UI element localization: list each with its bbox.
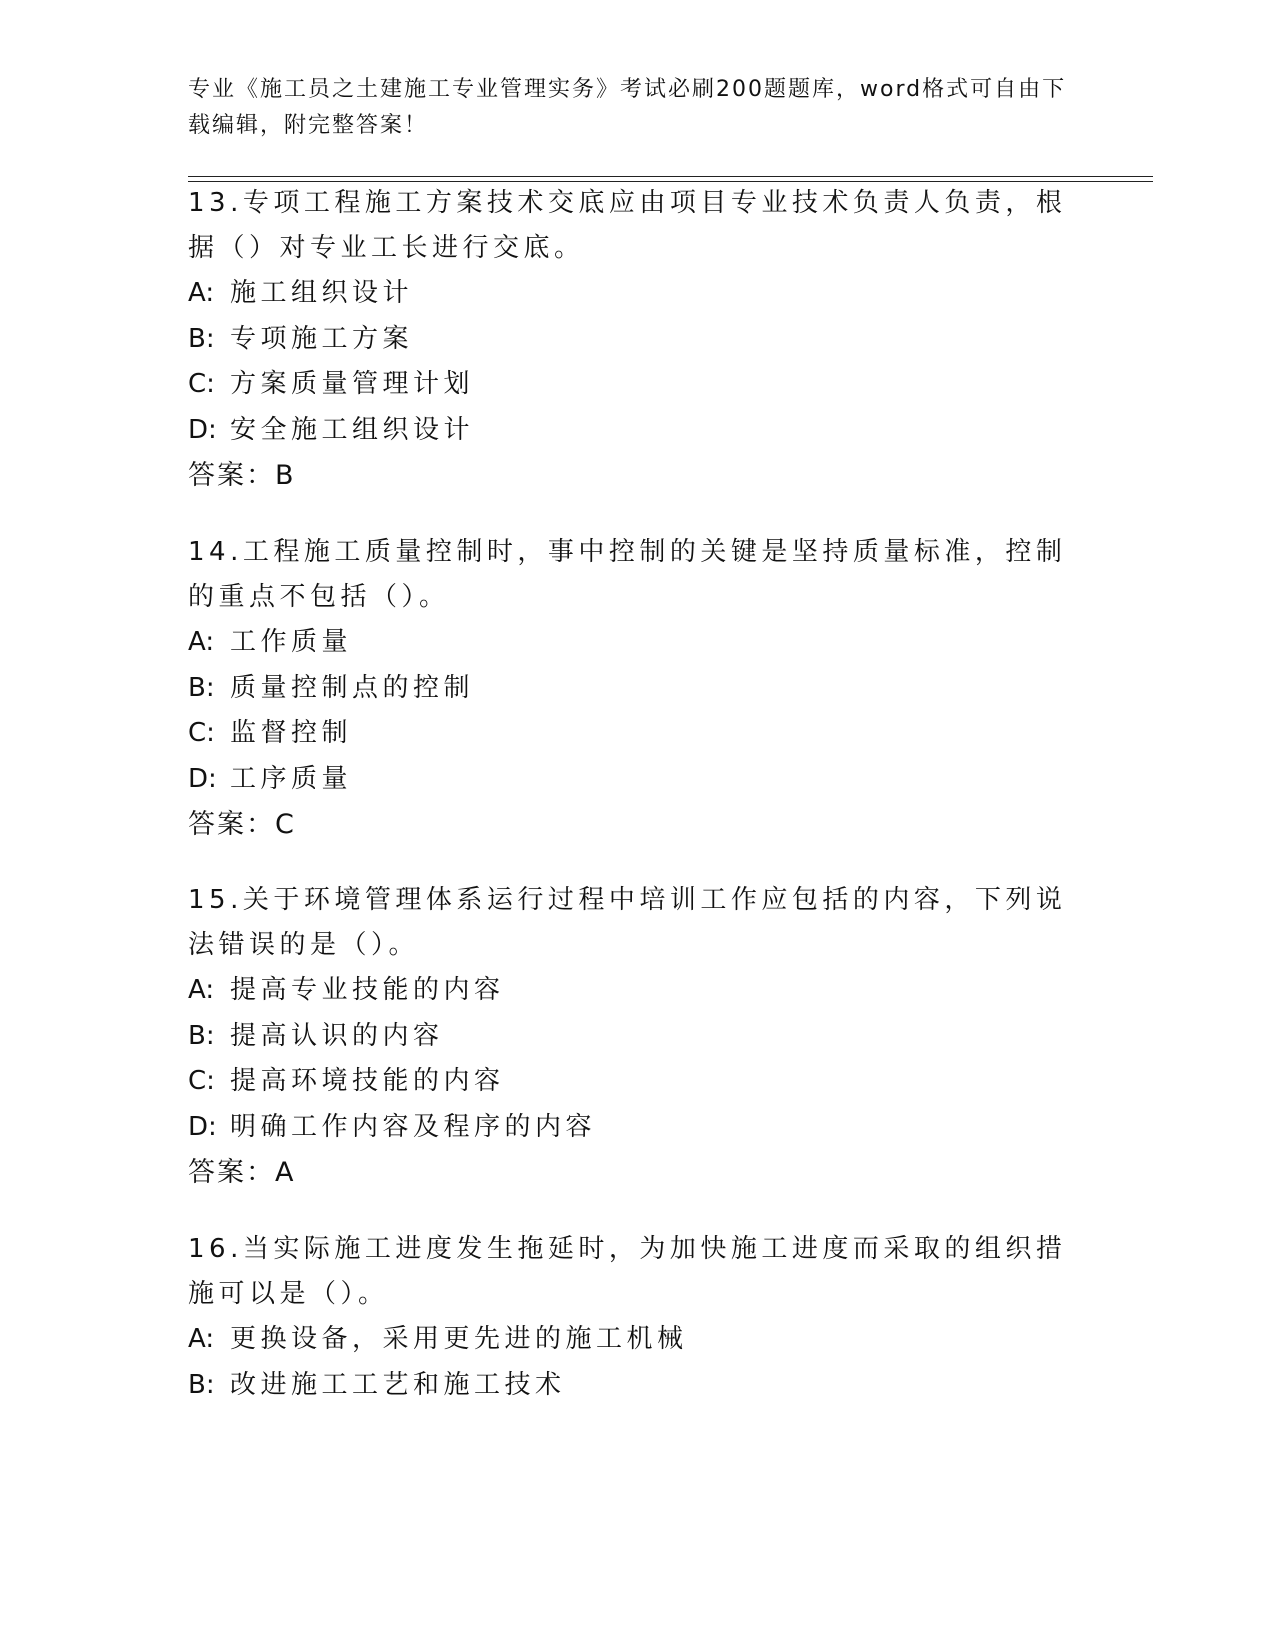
- option-letter: D:: [188, 1111, 217, 1142]
- option-a: [188, 1317, 1068, 1363]
- option-letter: B:: [188, 1020, 215, 1051]
- option-text: 提高环境技能的内容: [230, 1066, 505, 1096]
- answer-value: A: [275, 1157, 294, 1188]
- option-text: 专项施工方案: [230, 323, 414, 354]
- option-d: [188, 408, 1068, 454]
- question-stem: 14.工程施工质量控制时，事中控制的关键是坚持质量标准，控制的重点不包括（）。: [188, 537, 1067, 612]
- option-letter: A:: [188, 627, 215, 657]
- answer-value: C: [275, 809, 294, 840]
- option-letter: A:: [188, 1324, 215, 1354]
- option-text: 明确工作内容及程序的内容: [230, 1111, 597, 1142]
- option-a: [188, 968, 1068, 1014]
- answer-value: B: [275, 460, 294, 491]
- question-stem: 13.专项工程施工方案技术交底应由项目专业技术负责人负责，根据（）对专业工长进行交底。: [188, 188, 1067, 263]
- option-b: [188, 317, 1068, 363]
- question-13: [188, 181, 1068, 498]
- option-letter: C:: [188, 369, 215, 399]
- answer-label: 答案：: [188, 460, 275, 491]
- option-letter: B:: [188, 1369, 215, 1400]
- question-stem: 15.关于环境管理体系运行过程中培训工作应包括的内容，下列说法错误的是（）。: [188, 885, 1067, 960]
- option-b: [188, 666, 1068, 712]
- option-a: [188, 620, 1068, 666]
- answer-label: 答案：: [188, 809, 275, 840]
- option-d: [188, 757, 1068, 803]
- option-text: 提高专业技能的内容: [230, 975, 505, 1005]
- option-letter: B:: [188, 323, 215, 354]
- option-text: 改进施工工艺和施工技术: [230, 1369, 566, 1400]
- option-d: [188, 1105, 1068, 1151]
- option-letter: C:: [188, 1066, 215, 1096]
- option-text: 更换设备，采用更先进的施工机械: [230, 1324, 688, 1354]
- option-text: 施工组织设计: [230, 278, 414, 308]
- answer-line: [188, 802, 1068, 847]
- answer-label: 答案：: [188, 1157, 275, 1188]
- question-stem: 16.当实际施工进度发生拖延时，为加快施工进度而采取的组织措施可以是（）。: [188, 1234, 1067, 1309]
- document-header: 专业《施工员之土建施工专业管理实务》考试必刷200题题库，word格式可自由下载编辑，附完整答案！: [188, 77, 1067, 138]
- header-divider: [188, 176, 1153, 177]
- option-text: 监督控制: [230, 718, 353, 748]
- option-letter: D:: [188, 414, 217, 445]
- option-text: 安全施工组织设计: [230, 414, 475, 445]
- option-text: 工序质量: [230, 763, 353, 794]
- answer-line: [188, 453, 1068, 498]
- question-15: [188, 878, 1068, 1195]
- option-a: [188, 271, 1068, 317]
- option-c: [188, 1059, 1068, 1105]
- option-text: 提高认识的内容: [230, 1020, 444, 1051]
- option-c: [188, 711, 1068, 757]
- option-c: [188, 362, 1068, 408]
- option-letter: B:: [188, 672, 215, 703]
- question-16: [188, 1227, 1068, 1408]
- option-letter: A:: [188, 278, 215, 308]
- option-text: 质量控制点的控制: [230, 672, 475, 703]
- option-b: [188, 1014, 1068, 1060]
- option-letter: D:: [188, 763, 217, 794]
- question-14: [188, 530, 1068, 847]
- option-text: 方案质量管理计划: [230, 369, 475, 399]
- option-letter: A:: [188, 975, 215, 1005]
- option-text: 工作质量: [230, 627, 353, 657]
- option-letter: C:: [188, 718, 215, 748]
- answer-line: [188, 1150, 1068, 1195]
- option-b: [188, 1363, 1068, 1409]
